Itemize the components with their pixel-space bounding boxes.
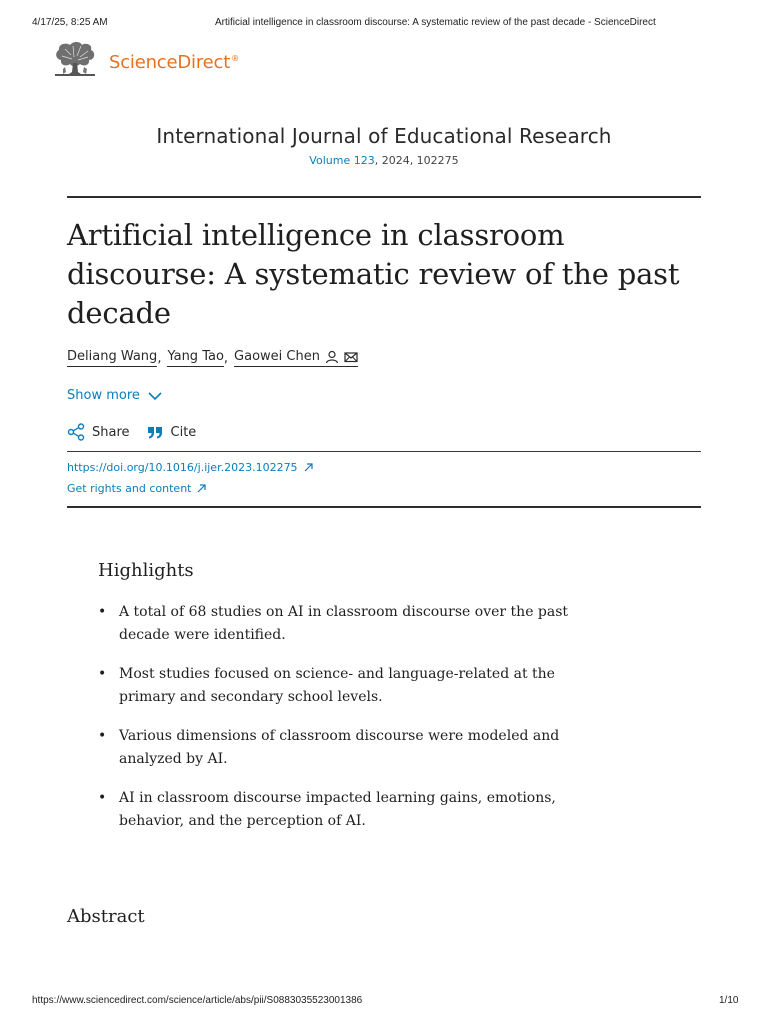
journal-meta-rest: , 2024, 102275	[374, 154, 459, 167]
print-datetime: 4/17/25, 8:25 AM	[32, 17, 108, 28]
journal-meta	[0, 154, 768, 167]
author-link[interactable]: Deliang Wang	[67, 349, 157, 367]
abstract-heading: Abstract	[67, 906, 145, 927]
share-label: Share	[92, 424, 130, 440]
chevron-down-icon	[148, 391, 162, 401]
article-title: Artificial intelligence in classroom discourse: A systematic review of the past decade	[67, 218, 680, 330]
middle-divider	[67, 451, 701, 452]
journal-title-link[interactable]: International Journal of Educational Research	[156, 124, 612, 148]
rights-link[interactable]: Get rights and content	[67, 482, 206, 495]
external-link-icon	[197, 484, 206, 493]
cite-button[interactable]	[146, 423, 197, 441]
bullet-icon: •	[98, 666, 107, 682]
show-more-label: Show more	[67, 388, 140, 403]
author-link[interactable]: Yang Tao	[167, 349, 223, 367]
list-item: • A total of 68 studies on AI in classroom discourse over the past decade were identified.	[98, 601, 578, 648]
list-item: • Various dimensions of classroom discourse were modeled and analyzed by AI.	[98, 725, 578, 772]
highlights-heading: Highlights	[98, 560, 194, 581]
print-footer-url: https://www.sciencedirect.com/science/article/abs/pii/S0883035523001386	[32, 995, 363, 1006]
share-icon	[67, 423, 85, 441]
elsevier-tree-icon	[53, 41, 97, 79]
doi-link[interactable]: https://doi.org/10.1016/j.ijer.2023.102275	[67, 461, 313, 474]
author-list	[67, 349, 358, 367]
author-separator: ,	[223, 350, 229, 366]
journal-info	[0, 124, 768, 167]
author-separator: ,	[157, 350, 162, 366]
mail-icon	[344, 350, 358, 364]
bullet-icon: •	[98, 728, 107, 744]
list-item: • Most studies focused on science- and language-related at the primary and secondary school levels.	[98, 663, 578, 710]
sciencedirect-logo[interactable]	[53, 41, 239, 79]
volume-link[interactable]: Volume 123	[309, 154, 375, 167]
show-more-button[interactable]	[67, 388, 162, 403]
quote-icon	[146, 423, 164, 441]
person-icon	[325, 350, 339, 364]
print-page-title: Artificial intelligence in classroom discourse: A systematic review of the past decade - ScienceDirect	[215, 17, 656, 28]
brand-name: ScienceDirect®	[109, 51, 239, 73]
author-link-corresponding[interactable]: Gaowei Chen	[234, 349, 358, 367]
article-actions	[67, 423, 196, 441]
list-item: • AI in classroom discourse impacted learning gains, emotions, behavior, and the perception of AI.	[98, 787, 578, 834]
bottom-divider	[67, 506, 701, 508]
bullet-icon: •	[98, 790, 107, 806]
external-link-icon	[304, 463, 313, 472]
share-button[interactable]	[67, 423, 130, 441]
cite-label: Cite	[170, 424, 197, 440]
highlights-list	[98, 601, 578, 849]
print-footer-page: 1/10	[719, 995, 739, 1006]
top-divider	[67, 196, 701, 198]
bullet-icon: •	[98, 604, 107, 620]
